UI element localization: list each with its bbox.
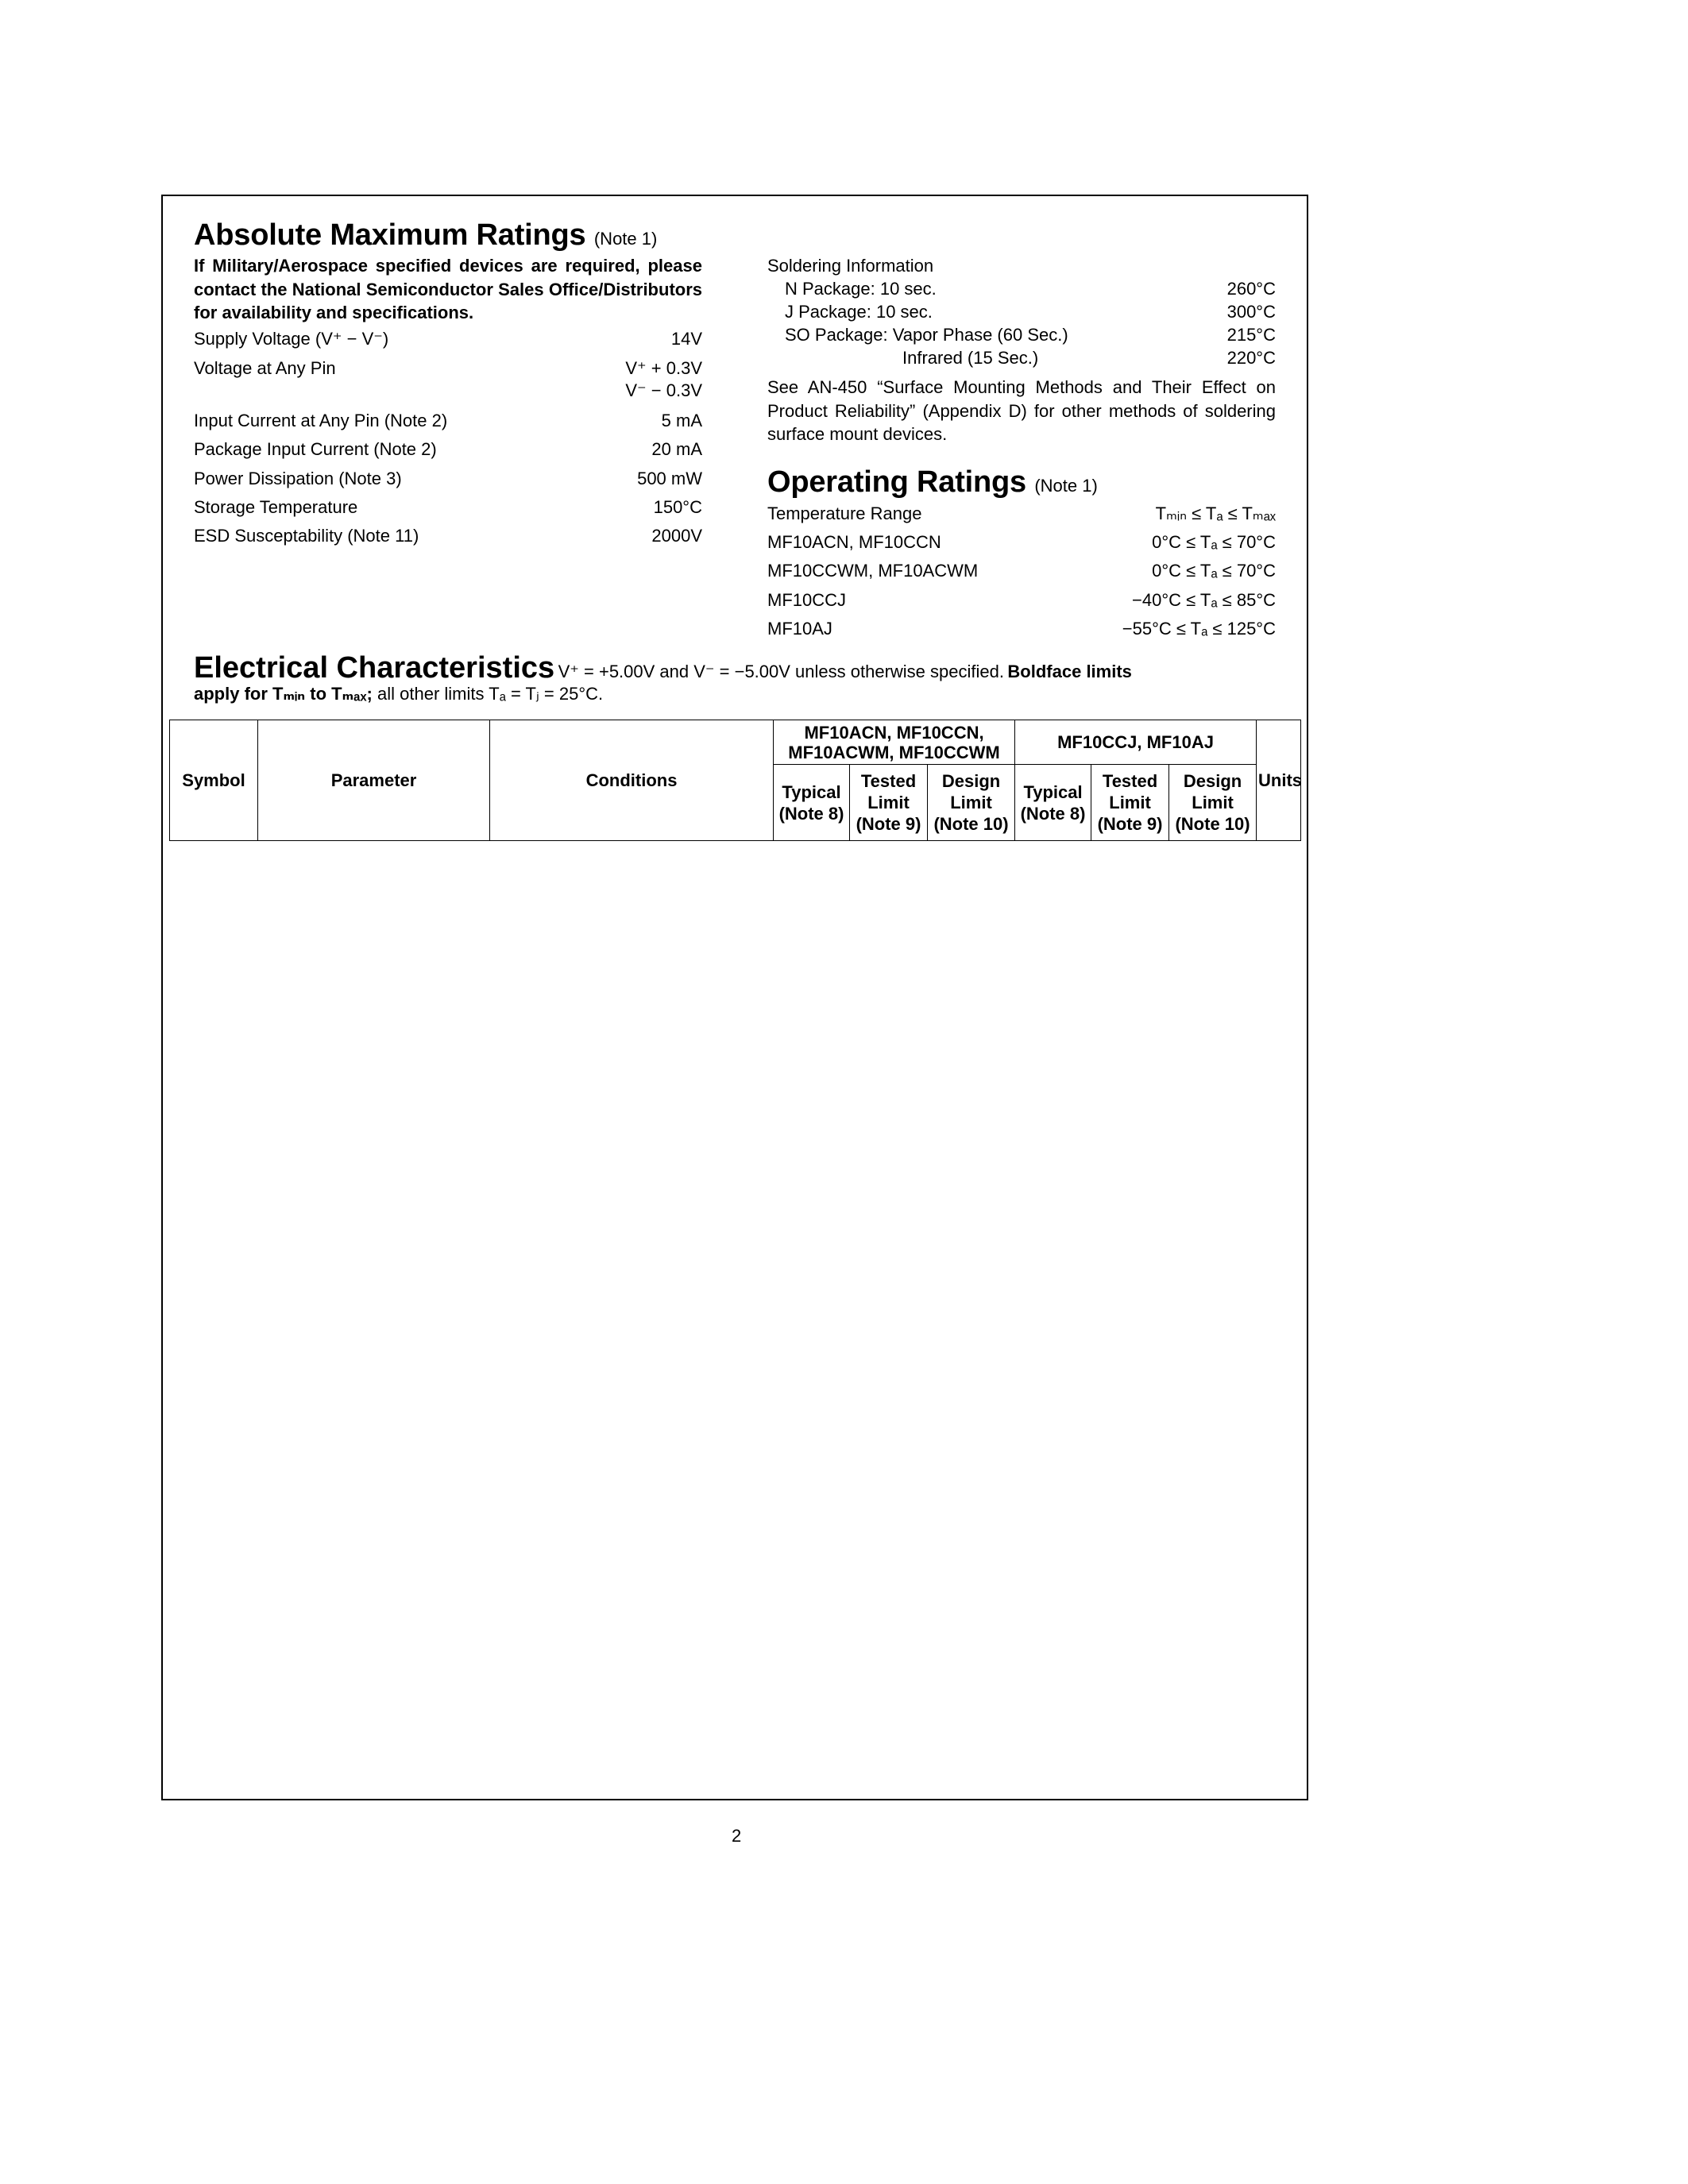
header-units: Units: [1257, 720, 1301, 841]
or-title: Operating Ratings (Note 1): [767, 465, 1098, 499]
ec-subheading: apply for Tₘᵢₙ to Tₘₐₓ; all other limits Tₐ = Tⱼ = 25°C.: [194, 684, 604, 704]
header-tested: Tested Limit (Note 9): [850, 765, 928, 841]
header-typical: Typical (Note 8): [1015, 765, 1091, 841]
soldering-note: See AN-450 “Surface Mounting Methods and Their Effect on Product Reliability” (Appendix D) for other methods of soldering surface mount devices.: [767, 377, 1276, 444]
header-parameter: Parameter: [258, 720, 490, 841]
amr-intro: If Military/Aerospace specified devices are required, please contact the National Semiconductor Sales Office/Distributors for availability and specifications.: [194, 256, 702, 322]
header-conditions: Conditions: [490, 720, 774, 841]
electrical-characteristics-table: [169, 720, 1301, 841]
header-group1: MF10ACN, MF10CCN, MF10ACWM, MF10CCWM: [774, 720, 1015, 765]
header-symbol: Symbol: [170, 720, 258, 841]
header-tested: Tested Limit (Note 9): [1091, 765, 1169, 841]
header-group2: MF10CCJ, MF10AJ: [1015, 720, 1257, 765]
header-design: Design Limit (Note 10): [1169, 765, 1257, 841]
header-design: Design Limit (Note 10): [928, 765, 1015, 841]
page-number: 2: [732, 1826, 742, 1846]
soldering-title: Soldering Information: [767, 256, 934, 276]
header-typical: Typical (Note 8): [774, 765, 850, 841]
amr-title: Absolute Maximum Ratings (Note 1): [194, 218, 658, 252]
ec-heading: Electrical Characteristics V⁺ = +5.00V and V⁻ = −5.00V unless otherwise specified. Boldface limits: [194, 651, 1132, 685]
